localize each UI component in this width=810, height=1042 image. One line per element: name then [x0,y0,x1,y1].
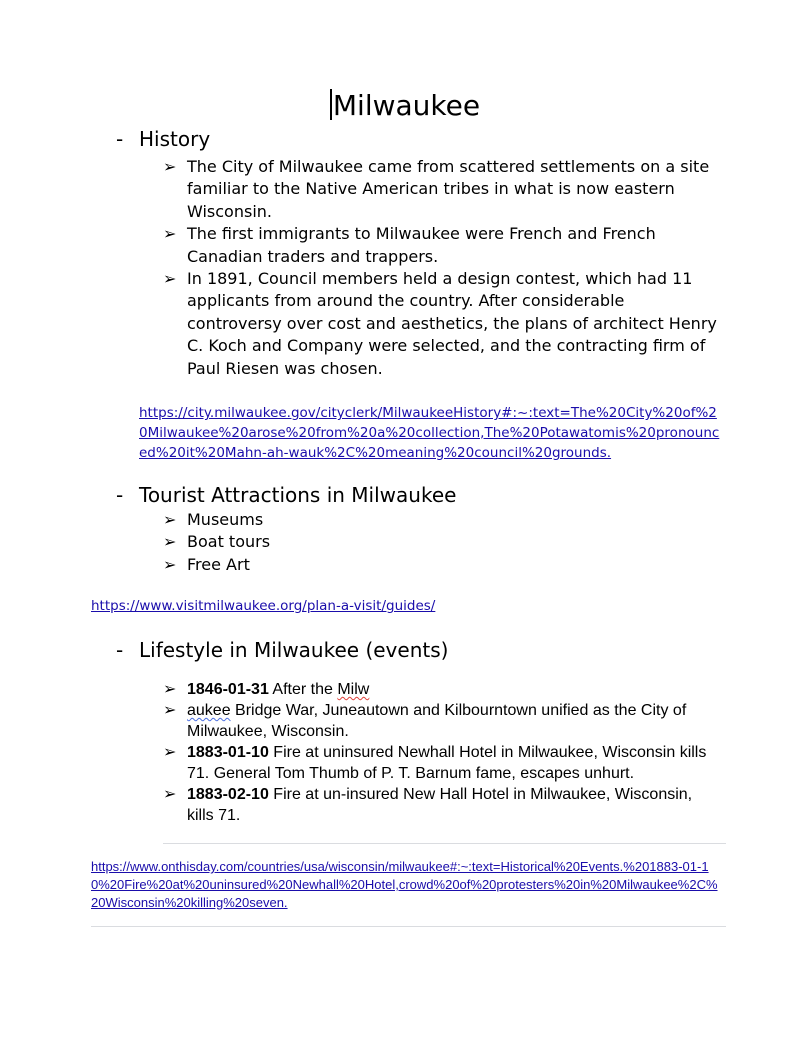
arrow-bullet-icon: ➢ [163,157,177,176]
list-item [163,784,723,826]
events-list [163,679,723,826]
event-text: Bridge War, Juneautown and Kilbourntown unified as the City of Milwaukee, Wisconsin. [187,702,687,740]
history-list [163,156,723,380]
document-title [0,86,810,126]
list-item [163,509,733,531]
history-bullet-2: The first immigrants to Milwaukee were French and French Canadian traders and trappers. [187,224,656,266]
dash-marker: - [116,638,124,662]
arrow-bullet-icon: ➢ [163,269,177,289]
list-item [163,679,723,700]
attraction-museums: Museums [187,510,264,529]
divider [91,926,726,927]
attraction-free-art: Free Art [187,554,250,574]
event-date: 1883-02-10 [187,786,269,803]
dash-marker: - [116,127,124,151]
attractions-source-link[interactable]: https://www.visitmilwaukee.org/plan-a-visit/guides/ [91,598,436,614]
section-history [116,126,210,152]
section-lifestyle [116,637,448,663]
history-heading: History [139,127,211,151]
attractions-heading: Tourist Attractions in Milwaukee [139,483,457,507]
arrow-bullet-icon: ➢ [163,224,177,244]
list-item [163,223,723,268]
list-item [163,531,733,553]
arrow-bullet-icon: ➢ [163,510,177,529]
attraction-boat-tours: Boat tours [187,532,271,552]
arrow-bullet-icon: ➢ [163,702,177,719]
arrow-bullet-icon: ➢ [163,554,177,574]
section-attractions [116,482,456,508]
event-text-flagged: aukee [187,702,231,719]
dash-marker: - [116,483,124,507]
arrow-bullet-icon: ➢ [163,532,177,552]
arrow-bullet-icon: ➢ [163,681,177,698]
attractions-list [163,509,733,576]
list-item [163,742,723,784]
list-item [163,268,723,380]
list-item [163,554,733,576]
list-item [163,156,723,223]
history-source-link[interactable]: https://city.milwaukee.gov/cityclerk/MilwaukeeHistory#:~:text=The%20City%20of%20Milwaukee%20arose%20from%20a%20collection,The%20Potawatomis%20pronounced%20it%20Mahn-ah-wauk%2C%20meaning%20council%20grounds. [139,405,720,461]
list-item [163,700,723,742]
event-text: After the [272,681,338,698]
event-text: Fire at un-insured New Hall Hotel in Milwaukee, Wisconsin, kills 71. [187,786,693,824]
lifestyle-heading: Lifestyle in Milwaukee (events) [139,638,449,662]
history-bullet-1: The City of Milwaukee came from scattered settlements on a site familiar to the Native American tribes in what is now eastern Wisconsin. [187,157,710,221]
lifestyle-source-link[interactable]: https://www.onthisday.com/countries/usa/wisconsin/milwaukee#:~:text=Historical%20Events.%201883-01-10%20Fire%20at%20uninsured%20Newhall%20Hotel,crowd%20of%20protesters%20in%20Milwaukee%2C%20Wisconsin%20killing%20seven. [91,859,718,910]
event-text-flagged: Milw [337,681,370,698]
history-bullet-3: In 1891, Council members held a design contest, which had 11 applicants from around the country. After considerable controversy over cost and aesthetics, the plans of architect Henry C. Koch and Company were selected, and the contracting firm of Paul Riesen was chosen. [187,269,717,378]
arrow-bullet-icon: ➢ [163,744,177,761]
text-cursor [330,89,332,120]
title-text: Milwaukee [332,89,481,122]
event-date: 1846-01-31 [187,681,269,698]
event-text: Fire at uninsured Newhall Hotel in Milwaukee, Wisconsin kills 71. General Tom Thumb of P. T. Barnum fame, escapes unhurt. [187,744,707,782]
arrow-bullet-icon: ➢ [163,786,177,803]
divider [163,843,726,844]
event-date: 1883-01-10 [187,744,269,761]
